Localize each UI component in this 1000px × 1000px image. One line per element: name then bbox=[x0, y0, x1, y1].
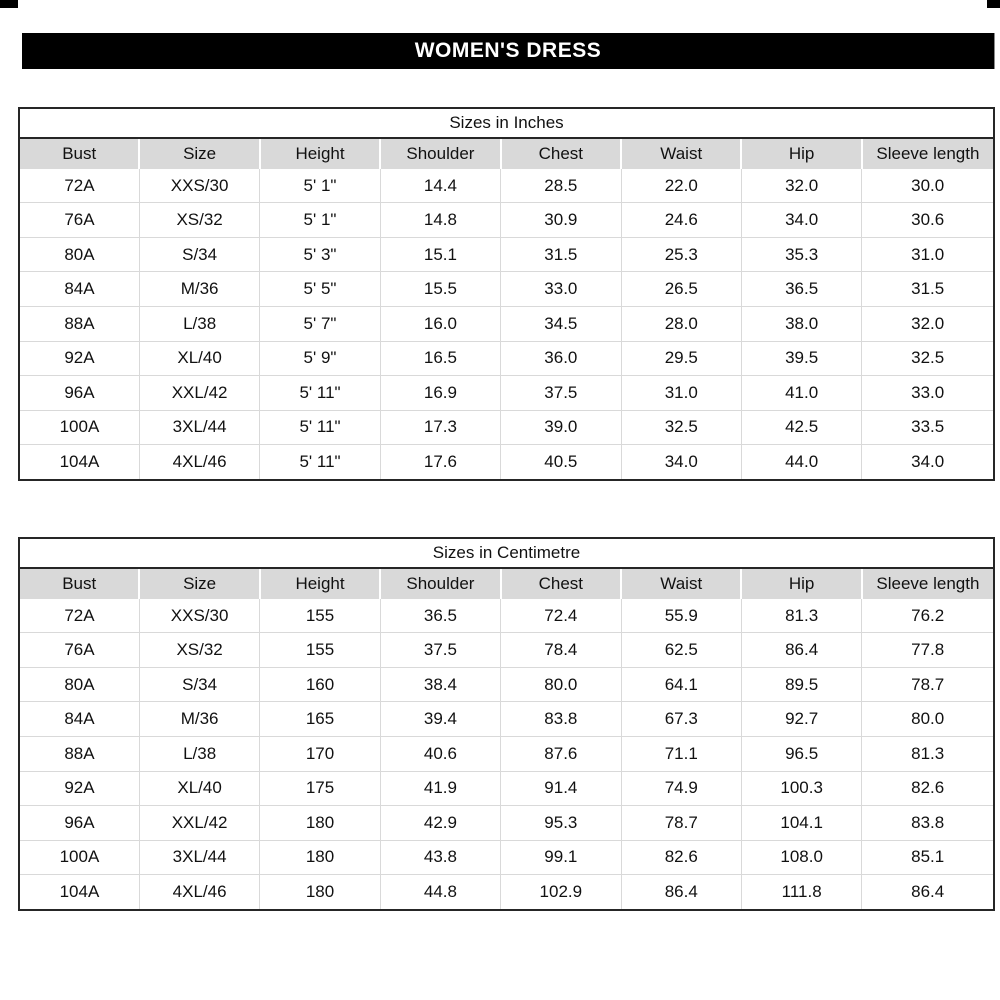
table-cell: 36.0 bbox=[501, 341, 621, 376]
table-cell: 34.0 bbox=[621, 445, 741, 480]
table-cell: XL/40 bbox=[139, 771, 259, 806]
table-cell: 180 bbox=[260, 806, 380, 841]
table-row bbox=[19, 341, 994, 376]
table-cell: 100A bbox=[19, 410, 139, 445]
table-cell: XL/40 bbox=[139, 341, 259, 376]
table-cell: XXL/42 bbox=[139, 806, 259, 841]
table-cell: 72.4 bbox=[501, 599, 621, 633]
table-cell: 39.5 bbox=[741, 341, 861, 376]
table-row bbox=[19, 633, 994, 668]
table-cell: 33.0 bbox=[862, 376, 994, 411]
table-row bbox=[19, 771, 994, 806]
table-cell: 34.5 bbox=[501, 307, 621, 342]
table-cell: 25.3 bbox=[621, 237, 741, 272]
table-cell: 82.6 bbox=[862, 771, 994, 806]
table-cell: 104A bbox=[19, 445, 139, 480]
column-header-bust: Bust bbox=[19, 138, 139, 169]
table-title: Sizes in Inches bbox=[19, 108, 994, 138]
table-cell: 76A bbox=[19, 633, 139, 668]
table-cell: 32.0 bbox=[862, 307, 994, 342]
table-cell: 17.3 bbox=[380, 410, 500, 445]
crop-mark-top-right bbox=[987, 0, 1000, 8]
table-title-row bbox=[19, 108, 994, 138]
column-header-shoulder: Shoulder bbox=[380, 568, 500, 599]
table-cell: 44.0 bbox=[741, 445, 861, 480]
table-cell: 43.8 bbox=[380, 840, 500, 875]
table-row bbox=[19, 169, 994, 203]
table-cell: 165 bbox=[260, 702, 380, 737]
sizes-in-inches-table bbox=[18, 107, 995, 481]
table-cell: M/36 bbox=[139, 272, 259, 307]
table-row bbox=[19, 410, 994, 445]
column-header-hip: Hip bbox=[741, 568, 861, 599]
table-cell: 28.5 bbox=[501, 169, 621, 203]
table-cell: 89.5 bbox=[741, 667, 861, 702]
table-cell: 87.6 bbox=[501, 737, 621, 772]
table-cell: 84A bbox=[19, 702, 139, 737]
table-cell: 92A bbox=[19, 341, 139, 376]
table-row bbox=[19, 702, 994, 737]
table-cell: 111.8 bbox=[741, 875, 861, 910]
table-cell: 80A bbox=[19, 667, 139, 702]
table-cell: 108.0 bbox=[741, 840, 861, 875]
table-cell: 14.8 bbox=[380, 203, 500, 238]
table-cell: 37.5 bbox=[380, 633, 500, 668]
sizes-in-centimetre-table bbox=[18, 537, 995, 911]
table-cell: 95.3 bbox=[501, 806, 621, 841]
table-row bbox=[19, 203, 994, 238]
column-header-size: Size bbox=[139, 138, 259, 169]
table-cell: 28.0 bbox=[621, 307, 741, 342]
table-cell: 104.1 bbox=[741, 806, 861, 841]
column-header-height: Height bbox=[260, 568, 380, 599]
table-cell: 64.1 bbox=[621, 667, 741, 702]
table-cell: 88A bbox=[19, 307, 139, 342]
table-cell: 31.0 bbox=[862, 237, 994, 272]
table-cell: 67.3 bbox=[621, 702, 741, 737]
table-cell: XS/32 bbox=[139, 203, 259, 238]
table-cell: 5' 3" bbox=[260, 237, 380, 272]
table-cell: 32.5 bbox=[621, 410, 741, 445]
table-cell: 5' 11" bbox=[260, 410, 380, 445]
column-header-row bbox=[19, 138, 994, 169]
table-cell: 170 bbox=[260, 737, 380, 772]
table-row bbox=[19, 840, 994, 875]
sizes-in-inches-section bbox=[18, 107, 995, 481]
column-header-height: Height bbox=[260, 138, 380, 169]
table-cell: 44.8 bbox=[380, 875, 500, 910]
table-cell: 35.3 bbox=[741, 237, 861, 272]
table-cell: 86.4 bbox=[862, 875, 994, 910]
column-header-chest: Chest bbox=[501, 568, 621, 599]
column-header-shoulder: Shoulder bbox=[380, 138, 500, 169]
table-cell: 82.6 bbox=[621, 840, 741, 875]
table-cell: 175 bbox=[260, 771, 380, 806]
table-cell: 32.5 bbox=[862, 341, 994, 376]
table-cell: 180 bbox=[260, 875, 380, 910]
table-cell: 80A bbox=[19, 237, 139, 272]
table-cell: 83.8 bbox=[501, 702, 621, 737]
table-cell: 38.4 bbox=[380, 667, 500, 702]
table-cell: 91.4 bbox=[501, 771, 621, 806]
table-cell: 88A bbox=[19, 737, 139, 772]
table-cell: 180 bbox=[260, 840, 380, 875]
table-cell: 96A bbox=[19, 806, 139, 841]
table-cell: 36.5 bbox=[380, 599, 500, 633]
table-cell: 34.0 bbox=[862, 445, 994, 480]
table-title-row bbox=[19, 538, 994, 568]
table-cell: 81.3 bbox=[862, 737, 994, 772]
column-header-row bbox=[19, 568, 994, 599]
table-cell: 5' 7" bbox=[260, 307, 380, 342]
table-cell: 71.1 bbox=[621, 737, 741, 772]
table-cell: S/34 bbox=[139, 237, 259, 272]
table-cell: 15.5 bbox=[380, 272, 500, 307]
table-cell: 78.4 bbox=[501, 633, 621, 668]
table-cell: XXL/42 bbox=[139, 376, 259, 411]
table-cell: 96.5 bbox=[741, 737, 861, 772]
table-cell: 78.7 bbox=[862, 667, 994, 702]
table-cell: 5' 5" bbox=[260, 272, 380, 307]
table-cell: L/38 bbox=[139, 307, 259, 342]
table-body bbox=[19, 169, 994, 480]
table-cell: 33.5 bbox=[862, 410, 994, 445]
table-cell: 62.5 bbox=[621, 633, 741, 668]
table-cell: 26.5 bbox=[621, 272, 741, 307]
table-cell: 30.9 bbox=[501, 203, 621, 238]
table-row bbox=[19, 272, 994, 307]
table-cell: 31.5 bbox=[501, 237, 621, 272]
table-cell: 40.6 bbox=[380, 737, 500, 772]
table-cell: 5' 9" bbox=[260, 341, 380, 376]
table-row bbox=[19, 806, 994, 841]
table-cell: 5' 1" bbox=[260, 169, 380, 203]
table-cell: L/38 bbox=[139, 737, 259, 772]
table-cell: 86.4 bbox=[621, 875, 741, 910]
table-row bbox=[19, 875, 994, 910]
table-cell: 55.9 bbox=[621, 599, 741, 633]
table-cell: 16.9 bbox=[380, 376, 500, 411]
title-banner bbox=[22, 33, 995, 69]
table-row bbox=[19, 376, 994, 411]
table-cell: 80.0 bbox=[862, 702, 994, 737]
table-cell: 42.9 bbox=[380, 806, 500, 841]
table-cell: 42.5 bbox=[741, 410, 861, 445]
table-cell: 76A bbox=[19, 203, 139, 238]
table-cell: 33.0 bbox=[501, 272, 621, 307]
table-cell: 40.5 bbox=[501, 445, 621, 480]
table-cell: 96A bbox=[19, 376, 139, 411]
page-title: WOMEN'S DRESS bbox=[414, 39, 602, 62]
table-cell: 72A bbox=[19, 169, 139, 203]
table-row bbox=[19, 445, 994, 480]
column-header-sleeve-length: Sleeve length bbox=[862, 138, 994, 169]
table-cell: 77.8 bbox=[862, 633, 994, 668]
table-cell: 37.5 bbox=[501, 376, 621, 411]
table-cell: 16.0 bbox=[380, 307, 500, 342]
table-cell: XXS/30 bbox=[139, 599, 259, 633]
table-cell: 41.9 bbox=[380, 771, 500, 806]
table-body bbox=[19, 599, 994, 910]
table-cell: 160 bbox=[260, 667, 380, 702]
table-cell: 31.5 bbox=[862, 272, 994, 307]
table-cell: 155 bbox=[260, 599, 380, 633]
table-row bbox=[19, 599, 994, 633]
table-cell: 72A bbox=[19, 599, 139, 633]
table-cell: 29.5 bbox=[621, 341, 741, 376]
column-header-chest: Chest bbox=[501, 138, 621, 169]
table-cell: 5' 11" bbox=[260, 445, 380, 480]
table-cell: 31.0 bbox=[621, 376, 741, 411]
table-cell: 92.7 bbox=[741, 702, 861, 737]
table-row bbox=[19, 737, 994, 772]
column-header-waist: Waist bbox=[621, 138, 741, 169]
table-cell: 85.1 bbox=[862, 840, 994, 875]
table-cell: S/34 bbox=[139, 667, 259, 702]
table-cell: XXS/30 bbox=[139, 169, 259, 203]
table-cell: 4XL/46 bbox=[139, 875, 259, 910]
crop-mark-top-left bbox=[0, 0, 18, 8]
table-cell: 17.6 bbox=[380, 445, 500, 480]
table-cell: 81.3 bbox=[741, 599, 861, 633]
table-cell: 104A bbox=[19, 875, 139, 910]
table-cell: 32.0 bbox=[741, 169, 861, 203]
column-header-hip: Hip bbox=[741, 138, 861, 169]
table-cell: 100A bbox=[19, 840, 139, 875]
table-cell: 4XL/46 bbox=[139, 445, 259, 480]
table-cell: 92A bbox=[19, 771, 139, 806]
table-cell: 5' 11" bbox=[260, 376, 380, 411]
table-cell: 99.1 bbox=[501, 840, 621, 875]
column-header-bust: Bust bbox=[19, 568, 139, 599]
table-cell: 5' 1" bbox=[260, 203, 380, 238]
table-cell: 41.0 bbox=[741, 376, 861, 411]
table-cell: 22.0 bbox=[621, 169, 741, 203]
table-cell: 34.0 bbox=[741, 203, 861, 238]
table-cell: 102.9 bbox=[501, 875, 621, 910]
table-cell: 155 bbox=[260, 633, 380, 668]
sizes-in-centimetre-section bbox=[18, 537, 995, 911]
table-cell: 74.9 bbox=[621, 771, 741, 806]
table-cell: 80.0 bbox=[501, 667, 621, 702]
table-cell: 84A bbox=[19, 272, 139, 307]
table-cell: M/36 bbox=[139, 702, 259, 737]
table-cell: 24.6 bbox=[621, 203, 741, 238]
table-row bbox=[19, 667, 994, 702]
table-cell: 38.0 bbox=[741, 307, 861, 342]
table-cell: 30.6 bbox=[862, 203, 994, 238]
table-cell: 78.7 bbox=[621, 806, 741, 841]
table-cell: 39.4 bbox=[380, 702, 500, 737]
column-header-waist: Waist bbox=[621, 568, 741, 599]
table-cell: 100.3 bbox=[741, 771, 861, 806]
table-cell: 39.0 bbox=[501, 410, 621, 445]
table-cell: 3XL/44 bbox=[139, 840, 259, 875]
table-cell: 15.1 bbox=[380, 237, 500, 272]
table-cell: 36.5 bbox=[741, 272, 861, 307]
table-cell: 86.4 bbox=[741, 633, 861, 668]
table-cell: 16.5 bbox=[380, 341, 500, 376]
table-title: Sizes in Centimetre bbox=[19, 538, 994, 568]
table-row bbox=[19, 237, 994, 272]
table-cell: XS/32 bbox=[139, 633, 259, 668]
table-cell: 3XL/44 bbox=[139, 410, 259, 445]
table-cell: 30.0 bbox=[862, 169, 994, 203]
table-cell: 14.4 bbox=[380, 169, 500, 203]
table-cell: 83.8 bbox=[862, 806, 994, 841]
column-header-size: Size bbox=[139, 568, 259, 599]
column-header-sleeve-length: Sleeve length bbox=[862, 568, 994, 599]
table-cell: 76.2 bbox=[862, 599, 994, 633]
table-row bbox=[19, 307, 994, 342]
